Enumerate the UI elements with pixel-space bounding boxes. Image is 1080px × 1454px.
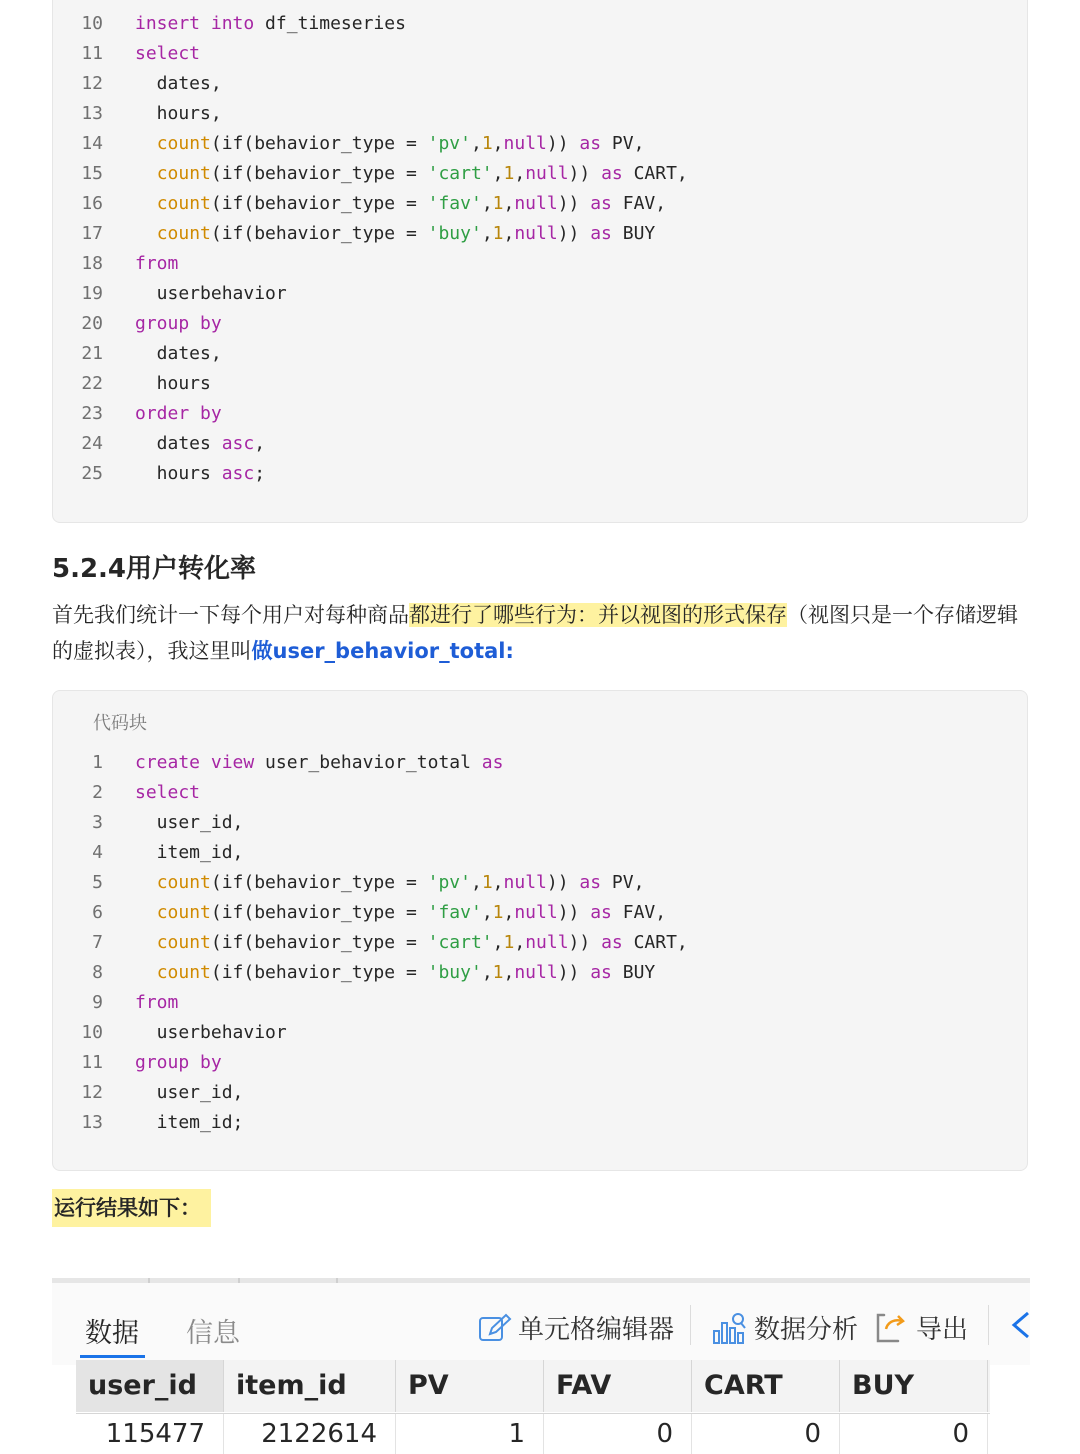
line-number: 16 [81,193,103,214]
code-line [53,129,1027,159]
grid-header [76,1360,990,1412]
line-code: from [135,992,179,1013]
line-number: 9 [92,992,103,1013]
analysis-icon [712,1311,748,1345]
active-tab-indicator [80,1355,145,1358]
line-code: group by [135,1052,222,1073]
line-code: item_id; [135,1112,244,1133]
line-code: count(if(behavior_type = 'fav',1,null)) as FAV, [156,902,667,923]
para-link[interactable]: 做user_behavior_total: [251,639,514,663]
code-line [53,39,1027,69]
code-line [53,339,1027,369]
table-cell[interactable]: 0 [544,1414,692,1454]
line-number: 13 [81,103,103,124]
table-cell[interactable]: 1 [396,1414,544,1454]
line-code: order by [135,403,222,424]
line-number: 11 [81,43,103,64]
code-line [53,69,1027,99]
code-line [53,1018,1027,1048]
table-cell[interactable]: 0 [692,1414,840,1454]
code-line [53,9,1027,39]
code-line [53,459,1027,489]
table-row[interactable] [76,1413,990,1454]
line-code: select [135,43,201,64]
line-code: insert into df_timeseries [135,13,406,34]
code-line [53,189,1027,219]
line-number: 21 [81,343,103,364]
line-number: 8 [92,962,103,983]
line-number: 23 [81,403,103,424]
line-code: count(if(behavior_type = 'fav',1,null)) as FAV, [156,193,667,214]
export-button[interactable] [874,1309,968,1346]
line-code: select [135,782,201,803]
code-block-timeseries [52,0,1028,523]
column-header-pv[interactable]: PV [396,1360,544,1412]
line-code: userbehavior [135,1022,287,1043]
code-line [53,868,1027,898]
export-label: 导出 [916,1315,969,1345]
line-code: count(if(behavior_type = 'cart',1,null)) as CART, [156,932,688,953]
code-line [53,748,1027,778]
code-line [53,778,1027,808]
code-block-view [52,690,1028,1171]
line-number: 19 [81,283,103,304]
data-analysis-button[interactable] [712,1309,858,1346]
line-number: 11 [81,1052,103,1073]
row-marker[interactable] [52,1413,77,1453]
column-header-cart[interactable]: CART [692,1360,840,1412]
toolbar-separator [988,1305,989,1345]
code-line [53,808,1027,838]
arrow-icon [1008,1309,1030,1341]
line-code: user_id, [135,812,244,833]
code-line [53,219,1027,249]
edit-icon [478,1312,512,1344]
code-line [53,369,1027,399]
line-number: 5 [92,872,103,893]
intro-paragraph [52,597,1032,669]
line-number: 12 [81,73,103,94]
line-number: 17 [81,223,103,244]
table-cell[interactable]: 0 [840,1414,988,1454]
column-header-buy[interactable]: BUY [840,1360,988,1412]
code-line [53,429,1027,459]
code-line [53,838,1027,868]
cell-editor-label: 单元格编辑器 [518,1315,675,1345]
line-number: 14 [81,133,103,154]
line-number: 7 [92,932,103,953]
line-number: 2 [92,782,103,803]
line-code: count(if(behavior_type = 'buy',1,null)) as BUY [156,223,656,244]
line-number: 3 [92,812,103,833]
code-line [53,399,1027,429]
code-line [53,1108,1027,1138]
tab-info[interactable]: 信息 [186,1318,240,1349]
line-code: dates, [135,73,222,94]
line-number: 20 [81,313,103,334]
column-header-user-id[interactable]: user_id [76,1360,224,1412]
code-line [53,279,1027,309]
table-cell[interactable]: 2122614 [224,1414,396,1454]
more-tools-button[interactable] [1008,1309,1036,1341]
line-code: hours asc; [135,463,266,484]
code-line [53,1078,1027,1108]
result-panel [52,1278,1030,1449]
code-line [53,928,1027,958]
line-code: hours [135,373,211,394]
code-line [53,309,1027,339]
line-code: user_id, [135,1082,244,1103]
line-number: 22 [81,373,103,394]
code-block-label: 代码块 [93,713,147,734]
line-number: 18 [81,253,103,274]
section-title: 5.2.4用户转化率 [52,554,257,584]
line-number: 25 [81,463,103,484]
line-code: dates asc, [135,433,266,454]
column-header-item-id[interactable]: item_id [224,1360,396,1412]
line-code: count(if(behavior_type = 'cart',1,null)) as CART, [156,163,688,184]
para-text-1: 首先我们统计一下每个用户对每种商品 [52,603,409,627]
line-number: 15 [81,163,103,184]
code-line [53,1048,1027,1078]
code-line [53,159,1027,189]
tab-data[interactable]: 数据 [85,1318,139,1349]
code-lines [53,9,1027,489]
line-code: item_id, [135,842,244,863]
table-cell[interactable]: 115477 [76,1414,224,1454]
line-number: 6 [92,902,103,923]
code-line [53,988,1027,1018]
data-analysis-label: 数据分析 [754,1315,859,1345]
line-code: count(if(behavior_type = 'buy',1,null)) as BUY [156,962,656,983]
line-code: hours, [135,103,222,124]
code-line [53,898,1027,928]
line-code: dates, [135,343,222,364]
line-number: 10 [81,13,103,34]
code-lines [53,748,1027,1138]
code-line [53,249,1027,279]
line-number: 4 [92,842,103,863]
code-line [53,99,1027,129]
line-code: count(if(behavior_type = 'pv',1,null)) as PV, [156,133,645,154]
line-number: 10 [81,1022,103,1043]
cell-editor-button[interactable] [478,1309,674,1346]
export-icon [874,1311,910,1345]
line-number: 24 [81,433,103,454]
code-line [53,958,1027,988]
para-text-2: （视图只是一个存储逻辑的虚拟表），我这里叫 [52,603,1018,663]
line-code: from [135,253,179,274]
line-number: 1 [92,752,103,773]
panel-toolbar [52,1283,1030,1365]
line-number: 13 [81,1112,103,1133]
result-label: 运行结果如下： [52,1189,211,1227]
toolbar-separator [690,1305,691,1345]
line-code: create view user_behavior_total as [135,752,504,773]
line-code: group by [135,313,222,334]
line-code: count(if(behavior_type = 'pv',1,null)) as PV, [156,872,645,893]
para-highlight: 都进行了哪些行为：并以视图的形式保存 [409,603,787,627]
column-header-fav[interactable]: FAV [544,1360,692,1412]
line-number: 12 [81,1082,103,1103]
line-code: userbehavior [135,283,287,304]
